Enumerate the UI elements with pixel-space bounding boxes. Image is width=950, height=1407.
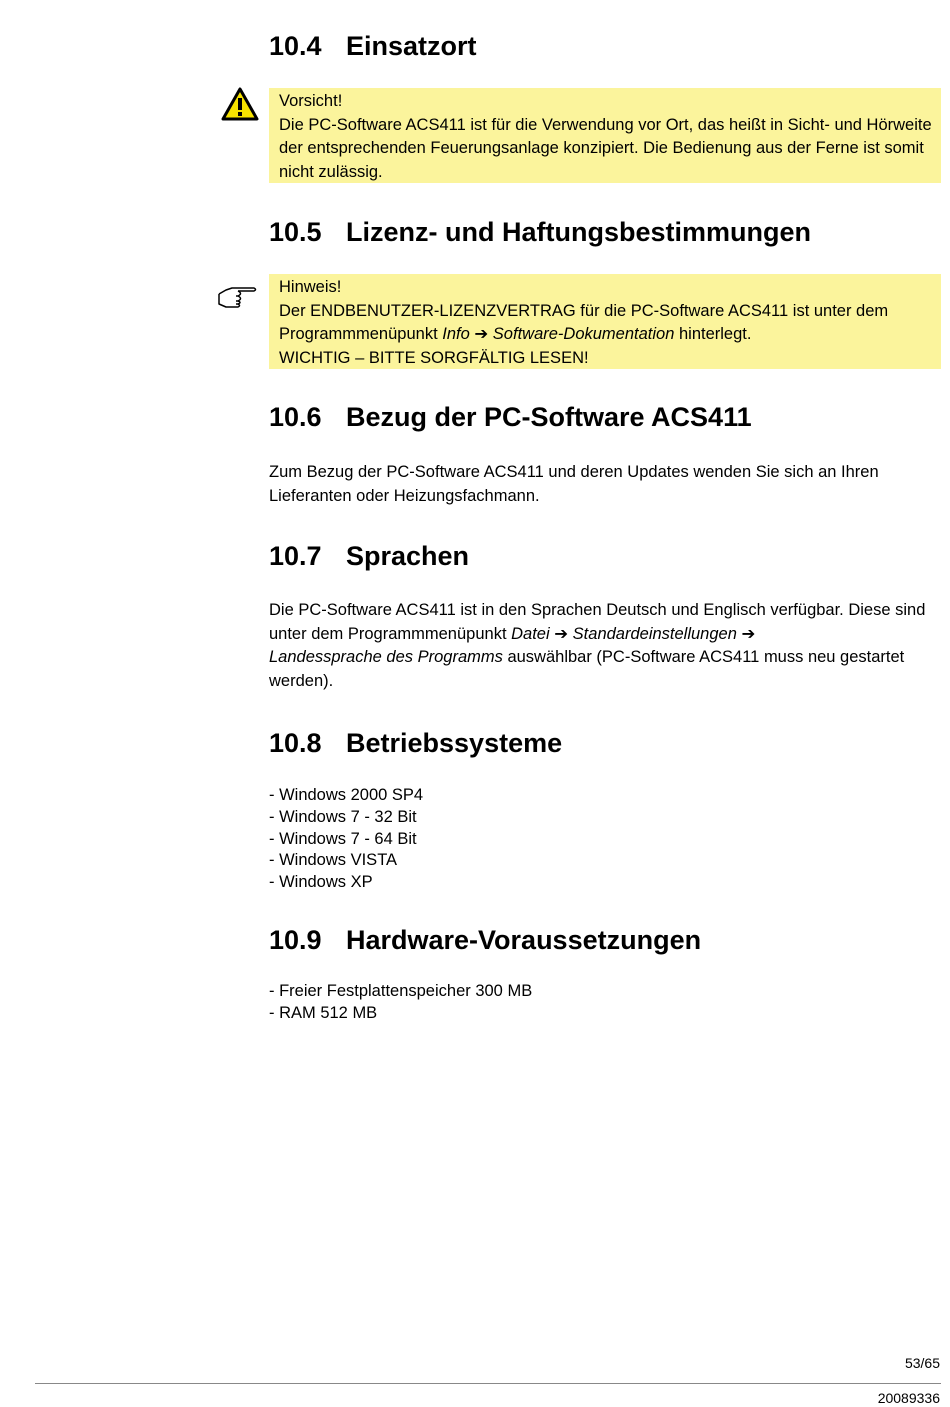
section-10-5 (269, 216, 941, 248)
caution-heading: Vorsicht! (279, 92, 343, 110)
pointing-hand-icon (216, 284, 258, 315)
menu-info: Info (442, 325, 470, 344)
warning-icon (221, 87, 259, 126)
sprachen-text (269, 599, 941, 694)
section-number: 10.8 (269, 728, 322, 758)
sprachen-text-post: auswählbar (PC-Software ACS411 muss neu gestartet werden). (269, 648, 905, 691)
section-title: Einsatzort (346, 31, 477, 61)
caution-box (269, 88, 941, 183)
section-title: Sprachen (346, 541, 470, 571)
section-number: 10.4 (269, 31, 322, 61)
notice-text (279, 300, 941, 347)
section-10-8 (269, 727, 941, 759)
footer-divider (35, 1383, 941, 1384)
section-number: 10.7 (269, 541, 322, 571)
list-item: - RAM 512 MB (269, 1003, 378, 1022)
section-title: Betriebssysteme (346, 728, 563, 758)
list-item: - Windows VISTA (269, 851, 398, 870)
section-10-4 (269, 30, 941, 62)
notice-text-post: hinterlegt. (674, 325, 752, 344)
menu-software-documentation: Software-Dokumentation (492, 325, 675, 344)
section-10-6 (269, 401, 941, 433)
bezug-text: Zum Bezug der PC-Software ACS411 und deren Updates wenden Sie sich an Ihren Lieferanten oder Heizungsfachmann. (269, 463, 879, 505)
notice-box (269, 274, 941, 369)
section-heading (269, 401, 941, 433)
sprachen-body (269, 599, 941, 694)
section-heading (269, 216, 941, 248)
sprachen-text-pre: Die PC-Software ACS411 ist in den Sprachen Deutsch und Englisch verfügbar. Diese sind unter dem Programmmenüpunkt (269, 601, 926, 643)
section-10-9 (269, 924, 941, 956)
menu-landessprache: Landessprache des Programms (269, 648, 503, 667)
section-title: Hardware-Voraussetzungen (346, 925, 702, 955)
list-item: - Windows XP (269, 873, 373, 892)
section-number: 10.9 (269, 925, 322, 955)
os-list (269, 785, 941, 894)
section-number: 10.6 (269, 402, 322, 432)
list-item: - Windows 7 - 32 Bit (269, 807, 417, 826)
page-number: 53/65 (904, 1355, 940, 1371)
hw-list (269, 981, 941, 1025)
list-item: - Windows 2000 SP4 (269, 786, 424, 804)
list-item: - Windows 7 - 64 Bit (269, 829, 417, 848)
notice-text-pre: Der ENDBENUTZER-LIZENZVERTRAG für die PC-Software ACS411 ist unter dem Programmmenüpunkt (279, 301, 889, 344)
section-title: Lizenz- und Haftungsbestimmungen (346, 217, 811, 247)
arrow-icon: ➔ (741, 624, 756, 643)
notice-heading: Hinweis! (279, 278, 342, 296)
menu-standardeinstellungen: Standardeinstellungen (572, 624, 737, 643)
bezug-body (269, 461, 941, 508)
section-number: 10.5 (269, 217, 322, 247)
section-title: Bezug der PC-Software ACS411 (346, 402, 752, 432)
section-heading (269, 727, 941, 759)
document-number: 20089336 (877, 1390, 940, 1406)
section-heading (269, 540, 941, 572)
section-10-7 (269, 540, 941, 572)
os-list-container (269, 785, 941, 894)
caution-text: Die PC-Software ACS411 ist für die Verwendung vor Ort, das heißt in Sicht- und Hörweite der entsprechenden Feuerungsanlage konzipiert. Die Bedienung aus der Ferne ist somit nicht zulässig. (279, 115, 932, 182)
section-heading (269, 30, 941, 62)
menu-datei: Datei (511, 624, 550, 643)
section-heading (269, 924, 941, 956)
arrow-icon: ➔ (474, 325, 489, 344)
list-item: - Freier Festplattenspeicher 300 MB (269, 982, 533, 1000)
hw-list-container (269, 981, 941, 1025)
arrow-icon: ➔ (554, 624, 569, 643)
notice-warning-line: WICHTIG – BITTE SORGFÄLTIG LESEN! (279, 349, 589, 368)
